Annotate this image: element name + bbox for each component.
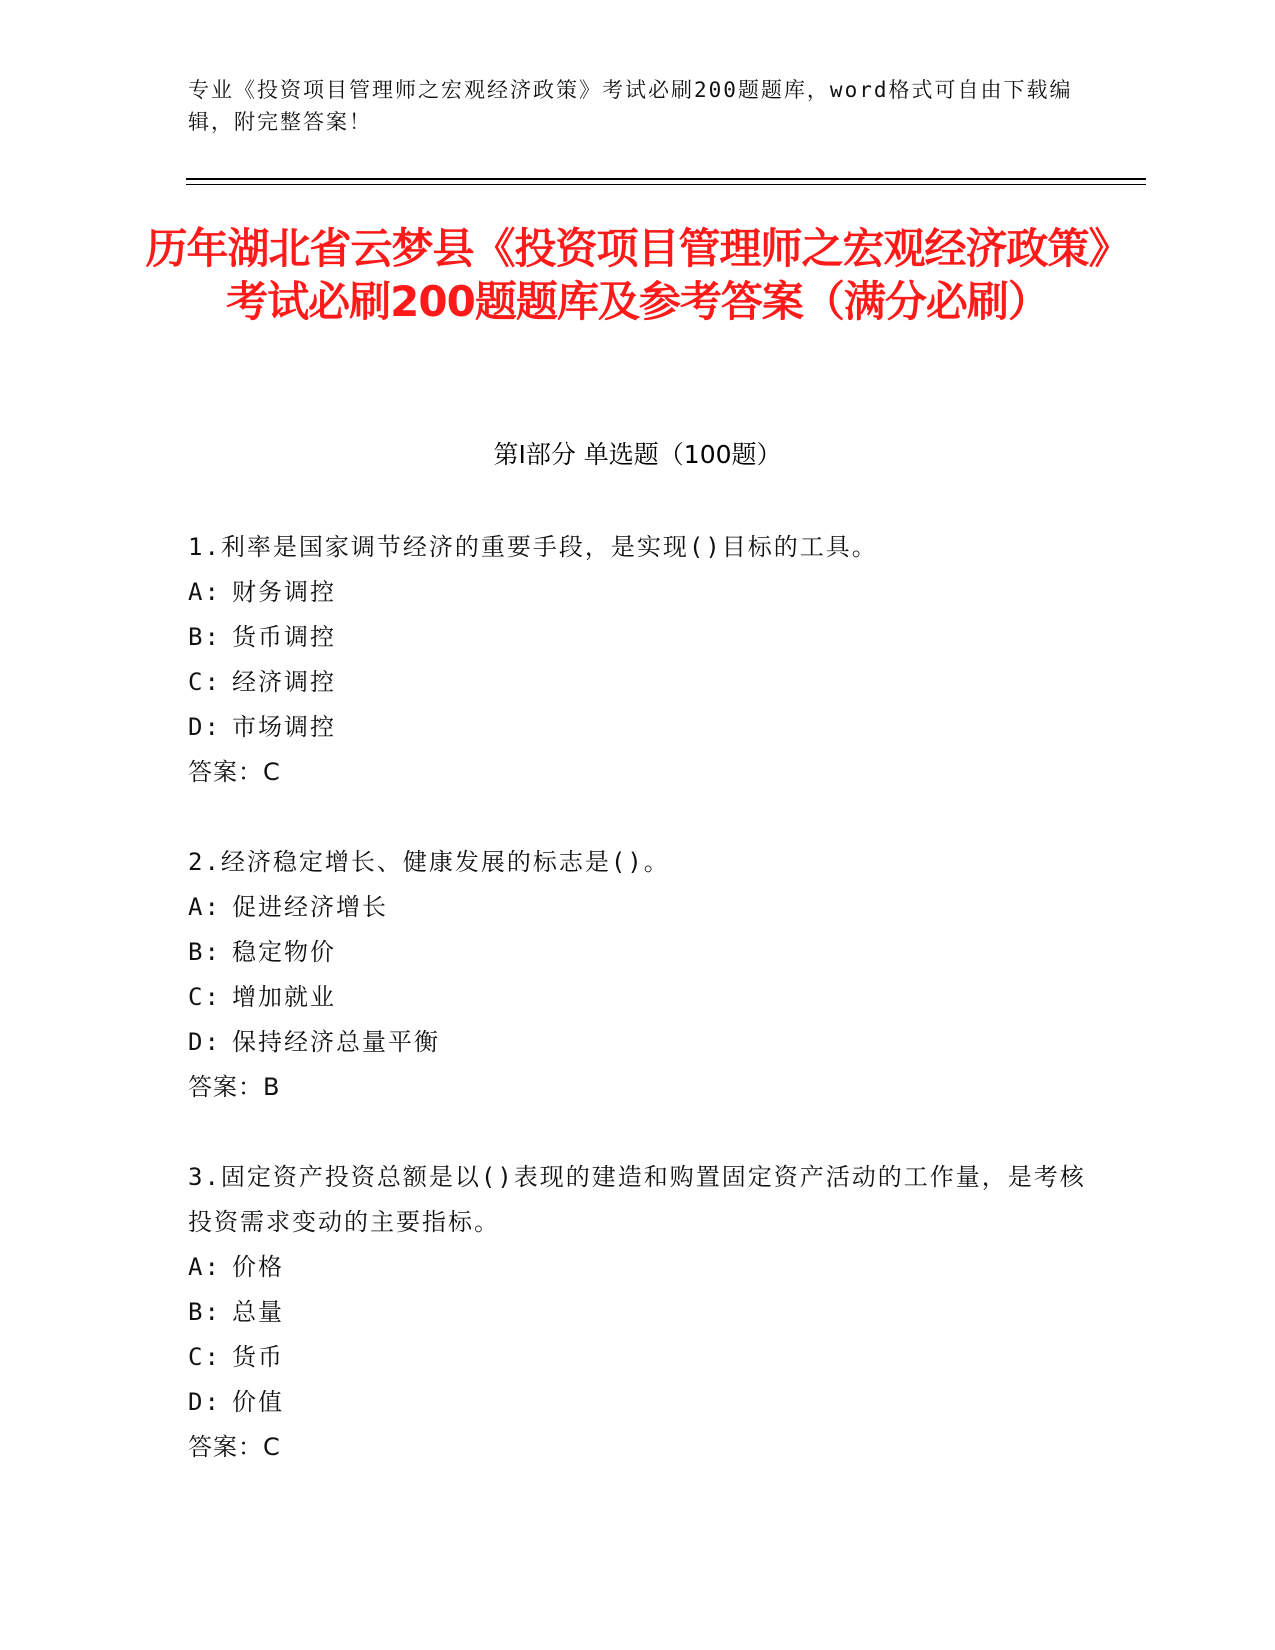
option-letter: A: bbox=[188, 578, 221, 606]
option-text: 财务调控 bbox=[232, 578, 336, 606]
option-text: 促进经济增长 bbox=[232, 893, 388, 921]
answer-line: 答案：B bbox=[188, 1073, 281, 1101]
header-note: 专业《投资项目管理师之宏观经济政策》考试必刷200题题库，word格式可自由下载编辑，附完整答案！ bbox=[188, 78, 1073, 134]
option-letter: B: bbox=[188, 623, 221, 651]
option-d bbox=[188, 705, 1098, 750]
option-text: 价值 bbox=[232, 1388, 284, 1416]
question-block bbox=[188, 525, 1098, 795]
option-a bbox=[188, 885, 1098, 930]
option-text: 经济调控 bbox=[232, 668, 336, 696]
answer-line: 答案：C bbox=[188, 758, 281, 786]
option-a bbox=[188, 570, 1098, 615]
question-block bbox=[188, 840, 1098, 1110]
option-text: 货币调控 bbox=[232, 623, 336, 651]
question-stem: 2.经济稳定增长、健康发展的标志是()。 bbox=[188, 848, 670, 876]
question-stem: 3.固定资产投资总额是以()表现的建造和购置固定资产活动的工作量，是考核投资需求变动的主要指标。 bbox=[188, 1163, 1086, 1236]
option-b bbox=[188, 615, 1098, 660]
option-letter: D: bbox=[188, 713, 221, 741]
option-text: 增加就业 bbox=[232, 983, 336, 1011]
section-heading: 第Ⅰ部分 单选题（100题） bbox=[493, 440, 782, 469]
option-letter: C: bbox=[188, 983, 221, 1011]
document-title: 历年湖北省云梦县《投资项目管理师之宏观经济政策》考试必刷200题题库及参考答案（满分必刷） bbox=[145, 224, 1130, 326]
option-letter: A: bbox=[188, 893, 221, 921]
header-rule-thin bbox=[186, 184, 1146, 185]
option-letter: D: bbox=[188, 1388, 221, 1416]
option-text: 价格 bbox=[232, 1253, 284, 1281]
option-c bbox=[188, 1335, 1098, 1380]
option-letter: C: bbox=[188, 668, 221, 696]
option-c bbox=[188, 660, 1098, 705]
option-letter: A: bbox=[188, 1253, 221, 1281]
option-d bbox=[188, 1020, 1098, 1065]
option-b bbox=[188, 930, 1098, 975]
option-text: 市场调控 bbox=[232, 713, 336, 741]
option-letter: D: bbox=[188, 1028, 221, 1056]
option-text: 货币 bbox=[232, 1343, 284, 1371]
option-a bbox=[188, 1245, 1098, 1290]
option-b bbox=[188, 1290, 1098, 1335]
option-text: 保持经济总量平衡 bbox=[232, 1028, 440, 1056]
answer-line: 答案：C bbox=[188, 1433, 281, 1461]
question-block bbox=[188, 1155, 1098, 1470]
option-text: 稳定物价 bbox=[232, 938, 336, 966]
option-d bbox=[188, 1380, 1098, 1425]
option-text: 总量 bbox=[232, 1298, 284, 1326]
header-rule-thick bbox=[186, 178, 1146, 180]
option-letter: B: bbox=[188, 938, 221, 966]
option-letter: C: bbox=[188, 1343, 221, 1371]
option-c bbox=[188, 975, 1098, 1020]
question-stem: 1.利率是国家调节经济的重要手段，是实现()目标的工具。 bbox=[188, 533, 878, 561]
option-letter: B: bbox=[188, 1298, 221, 1326]
